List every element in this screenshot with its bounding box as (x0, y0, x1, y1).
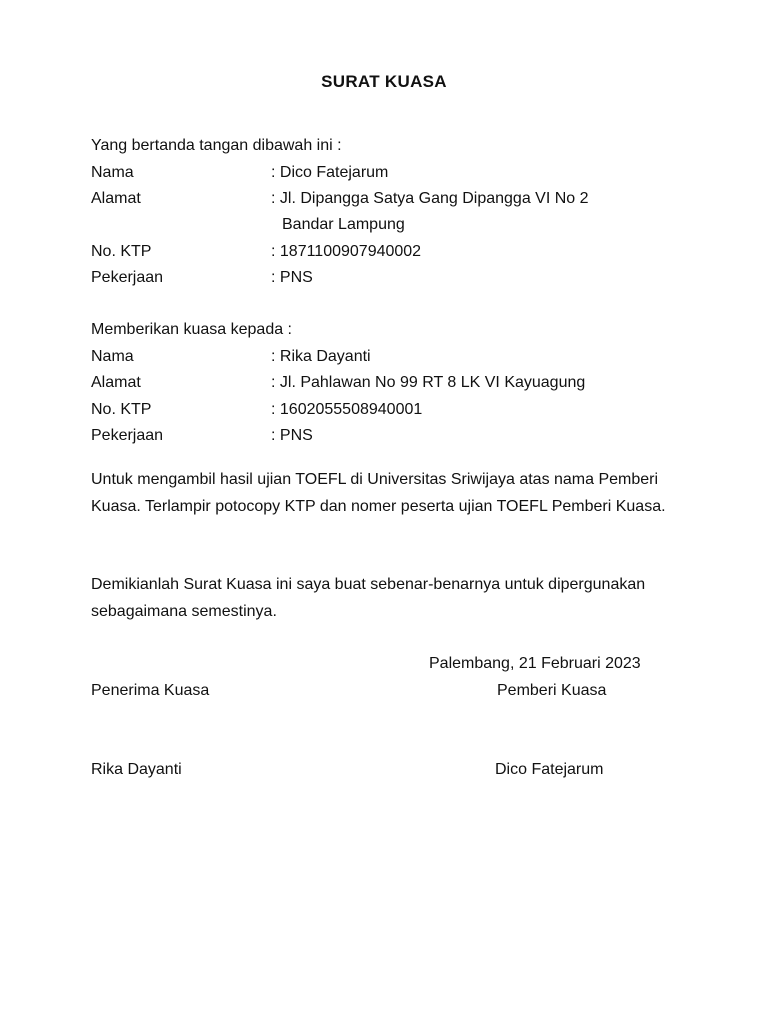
grantee-name-row (91, 347, 691, 367)
grantee-address-label: Alamat (91, 374, 141, 391)
receiver-label: Penerima Kuasa (91, 682, 210, 699)
grantor-address-value: : Jl. Dipangga Satya Gang Dipangga VI No 2 (271, 190, 589, 207)
grantor-name-label: Nama (91, 164, 134, 181)
grantee-job-row (91, 426, 691, 446)
grantor-name-value: : Dico Fatejarum (271, 164, 389, 181)
grantee-ktp-label: No. KTP (91, 401, 152, 418)
grantor-intro: Yang bertanda tangan dibawah ini : (91, 137, 342, 154)
place-date: Palembang, 21 Februari 2023 (429, 655, 641, 672)
grantor-address-continuation: Bandar Lampung (282, 216, 405, 233)
grantor-ktp-row (91, 242, 691, 262)
giver-label: Pemberi Kuasa (497, 682, 607, 699)
grantee-intro: Memberikan kuasa kepada : (91, 321, 292, 338)
grantor-name-row (91, 163, 691, 183)
grantee-ktp-row (91, 400, 691, 420)
grantee-name-value: : Rika Dayanti (271, 348, 371, 365)
grantee-ktp-value: : 1602055508940001 (271, 401, 423, 418)
giver-name: Dico Fatejarum (495, 761, 604, 778)
grantor-job-value: : PNS (271, 269, 313, 286)
grantee-address-value: : Jl. Pahlawan No 99 RT 8 LK VI Kayuagung (271, 374, 586, 391)
grantor-job-row (91, 268, 691, 288)
grantee-address-row (91, 373, 691, 393)
purpose-paragraph: Untuk mengambil hasil ujian TOEFL di Universitas Sriwijaya atas nama Pemberi Kuasa. Terlampir potocopy KTP dan nomer peserta ujian TOEFL Pemberi Kuasa. (91, 471, 666, 515)
letter-title: SURAT KUASA (321, 72, 447, 91)
receiver-name: Rika Dayanti (91, 761, 182, 778)
grantor-address-label: Alamat (91, 190, 141, 207)
grantor-ktp-value: : 1871100907940002 (271, 243, 422, 260)
grantee-job-label: Pekerjaan (91, 427, 164, 444)
closing-paragraph: Demikianlah Surat Kuasa ini saya buat sebenar-benarnya untuk dipergunakan sebagaimana semestinya. (91, 576, 646, 620)
grantee-job-value: : PNS (271, 427, 313, 444)
grantor-address-row (91, 189, 691, 209)
grantee-name-label: Nama (91, 348, 134, 365)
grantor-ktp-label: No. KTP (91, 243, 152, 260)
grantor-job-label: Pekerjaan (91, 269, 164, 286)
